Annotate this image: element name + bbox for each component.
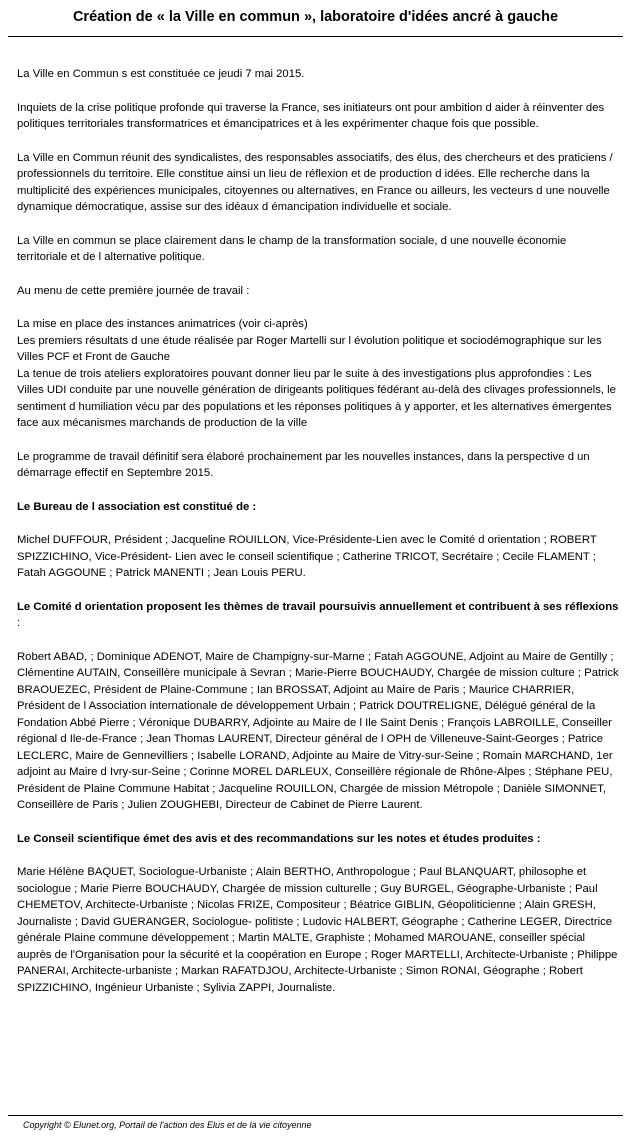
paragraph-positioning: La Ville en commun se place clairement dans le champ de la transformation sociale, d une nouvelle économie territoriale et de l alternative politique. xyxy=(17,234,567,263)
paragraph-ambition: Inquiets de la crise politique profonde qui traverse la France, ses initiateurs ont pour ambition d aider à réinventer des politiques territoriales transformatrices et émancipatrices et à les expérimenter chaque fois que possible. xyxy=(17,101,605,130)
conseil-members: Marie Hélène BAQUET, Sociologue-Urbaniste ; Alain BERTHO, Anthropologue ; Paul BLANQUART, philosophe et sociologue ; Marie Pierre BOUCHAUDY, Chargée de mission culturelle ; Guy BURGEL, Géographe-Urbaniste ; Paul CHEMETOV, Architecte-Urbaniste ; Nicolas FRIZE, Compositeur ; Béatrice GIBLIN, Géopoliticienne ; Alain GRESH, Journaliste ; David GUERANGER, Sociologue- politiste ; Ludovic HALBERT, Géographe ; Catherine LEGER, Directrice générale Plaine commune développement ; Martin MALTE, Graphiste ; Mohamed MAROUANE, conseiller spécial auprès de l'Organisation pour la sécurité et la coopération en Europe ; Roger MARTELLI, Architecte-Urbaniste ; Philippe PANERAI, Architecte-urbaniste ; Markan RAFATDJOU, Architecte-Urbaniste ; Simon RONAI, Géographe ; Robert SPIZZICHINO, Ingénieur Urbaniste ; Sylivia ZAPPI, Journaliste. xyxy=(17,866,618,994)
paragraph-agenda-intro: Au menu de cette première journée de travail : xyxy=(17,284,250,297)
comite-heading-text: Le Comité d orientation proposent les thèmes de travail poursuivis annuellement et contribuent à ses réflexions xyxy=(17,600,619,613)
bureau-heading: Le Bureau de l association est constitué de : xyxy=(17,500,257,513)
article-body xyxy=(17,66,619,996)
copyright-footer: Copyright © Elunet.org, Portail de l'action des Elus et de la vie citoyenne xyxy=(23,1120,312,1130)
comite-members: Robert ABAD, ; Dominique ADENOT, Maire de Champigny-sur-Marne ; Fatah AGGOUNE, Adjoint au Maire de Gentilly ; Clémentine AUTAIN, Conseillère municipale à Sevran ; Marie-Pierre BOUCHAUDY, Chargée de mission culture ; Patrick BRAOUEZEC, Président de Plaine-Commune ; Ian BROSSAT, Adjoint au Maire de Paris ; Maurice CHARRIER, Président de l Association internationale de développement Urbain ; Patrick DOUTRELIGNE, Délégué général de la Fondation Abbé Pierre ; Véronique DUBARRY, Adjointe au Maire de l Ile Saint Denis ; François LABROILLE, Conseiller régional d Ile-de-France ; Jean Thomas LAURENT, Directeur général de l OPH de Villeneuve-Saint-Georges ; Patrice LECLERC, Maire de Gennevilliers ; Isabelle LORAND, Adjointe au Maire de Vitry-sur-Seine ; Romain MARCHAND, 1er adjoint au Maire d Ivry-sur-Seine ; Corinne MOREL DARLEUX, Conseillère régionale de Rhône-Alpes ; Stéphane PEU, Président de Plaine Commune Habitat ; Jacqueline ROUILLON, Chargée de mission Métropole ; Danièle SIMONNET, Conseillère de Paris ; Julien ZOUGHEBI, Directeur de Cabinet de Pierre Laurent. xyxy=(17,650,619,811)
page-title: Création de « la Ville en commun », laboratoire d'idées ancré à gauche xyxy=(72,9,559,25)
agenda-item: La mise en place des instances animatrices (voir ci-après) xyxy=(17,318,308,330)
header-divider xyxy=(8,36,623,37)
conseil-heading: Le Conseil scientifique émet des avis et des recommandations sur les notes et études produites : xyxy=(17,832,541,845)
comite-heading xyxy=(17,599,619,632)
comite-heading-colon: : xyxy=(17,617,21,629)
paragraph-members: La Ville en Commun réunit des syndicalistes, des responsables associatifs, des élus, des chercheurs et des praticiens / professionnels du territoire. Elle constitue ainsi un lieu de réflexion et de production d idées. Elle recherche dans la multiplicité des expériences municipales, citoyennes ou alternatives, en France ou ailleurs, les vecteurs d une nouvelle dynamique démocratique, assise sur des idéaux d émancipation individuelle et sociale. xyxy=(17,151,613,213)
agenda-item: La tenue de trois ateliers exploratoires pouvant donner lieu par le suite à des investigations plus approfondies : Les Villes UDI conduite par une nouvelle génération de dirigeants politiques fédérant au-delà des clivages professionnels, le sentiment d humiliation vécu par des populations et les réponses politiques à y apporter, et les alternatives émergentes face aux mécanismes marchands de production de la ville xyxy=(17,367,616,429)
paragraph-founding-date: La Ville en Commun s est constituée ce jeudi 7 mai 2015. xyxy=(17,68,305,80)
agenda-item: Les premiers résultats d une étude réalisée par Roger Martelli sur l évolution politique et sociodémographique sur les Villes PCF et Front de Gauche xyxy=(17,334,602,363)
footer-divider xyxy=(8,1115,623,1116)
bureau-members: Michel DUFFOUR, Président ; Jacqueline ROUILLON, Vice-Présidente-Lien avec le Comité d orientation ; ROBERT SPIZZICHINO, Vice-Président- Lien avec le conseil scientifique ; Catherine TRICOT, Secrétaire ; Cecile FLAMENT ; Fatah AGGOUNE ; Patrick MANENTI ; Jean Louis PERU. xyxy=(17,534,597,579)
paragraph-work-program: Le programme de travail définitif sera élaboré prochainement par les nouvelles instances, dans la perspective d un démarrage effectif en Septembre 2015. xyxy=(17,450,590,479)
